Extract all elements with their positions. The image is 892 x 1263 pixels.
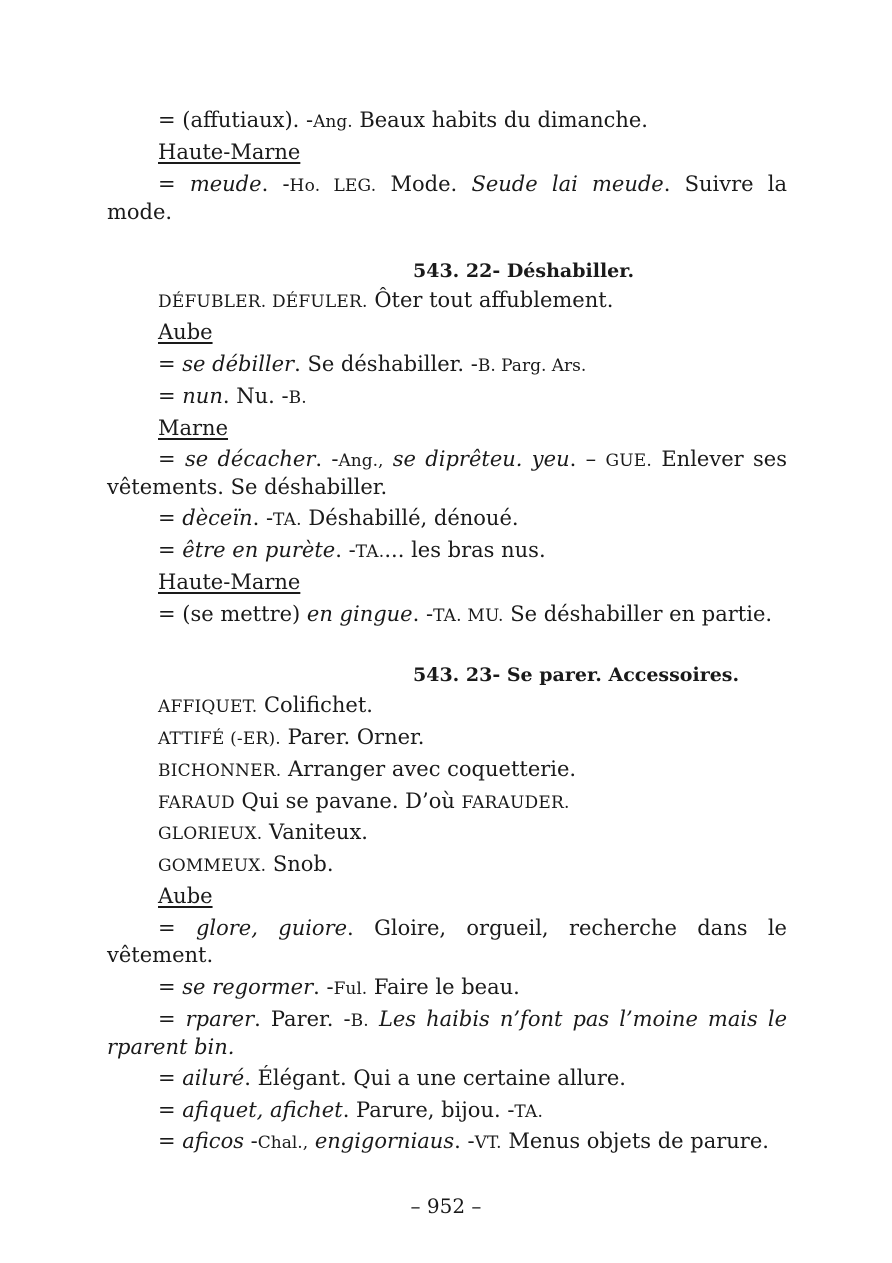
entry-se-decacher: = se décacher. -Ang., se diprêteu. yeu. – GUE. Enlever ses [158,447,787,471]
entry-affiquet: AFFIQUET. Colifichet. [158,693,373,717]
entry-etre-en-purete: = être en purète. -TA.... les bras nus. [158,538,546,562]
entry-afiquet: = afiquet, afichet. Parure, bijou. -TA. [158,1098,544,1122]
section-heading: 543. 23- Se parer. Accessoires. [413,664,740,686]
entry-glore-cont: vêtement. [107,943,214,967]
entry-aficos: = aficos -Chal., engigorniaus. -VT. Menus objets de parure. [158,1129,769,1153]
entry-en-gingue: = (se mettre) en gingue. -TA. MU. Se déshabiller en partie. [158,602,773,626]
entry-ailure: = ailuré. Élégant. Qui a une certaine allure. [158,1066,626,1090]
page-number: – 952 – [410,1194,482,1218]
entry-glore: = glore, guiore. Gloire, orgueil, recherche dans le [158,916,787,940]
entry-rparer: = rparer. Parer. -B. Les haibis n’font pas l’moine mais le [158,1007,788,1031]
entry-se-decacher-cont: vêtements. Se déshabiller. [107,475,388,499]
entry-affutiaux: = (affutiaux). -Ang. Beaux habits du dimanche. [158,108,648,132]
entry-meude-cont: mode. [107,200,173,224]
region-heading: Haute-Marne [158,140,301,164]
entry-se-debiller: = se débiller. Se déshabiller. -B. Parg. Ars. [158,352,587,376]
entry-attife: ATTIFÉ (-ER). Parer. Orner. [158,725,425,749]
entry-rparer-cont: rparent bin. [107,1035,235,1059]
entry-nun: = nun. Nu. -B. [158,384,307,408]
region-heading: Haute-Marne [158,570,301,594]
region-heading: Aube [158,884,213,908]
region-heading: Marne [158,416,229,440]
entry-gommeux: GOMMEUX. Snob. [158,852,334,876]
entry-defubler: DÉFUBLER. DÉFULER. Ôter tout affublement. [158,288,614,312]
entry-bichonner: BICHONNER. Arranger avec coquetterie. [158,757,577,781]
entry-glorieux: GLORIEUX. Vaniteux. [158,820,368,844]
entry-faraud: FARAUD Qui se pavane. D’où FARAUDER. [158,789,570,813]
entry-meude: = meude. -Ho. LEG. Mode. Seude lai meude. Suivre la [158,172,788,196]
section-heading: 543. 22- Déshabiller. [413,260,635,282]
entry-se-regormer: = se regormer. -Ful. Faire le beau. [158,975,520,999]
entry-decein: = dèceïn. -TA. Déshabillé, dénoué. [158,506,519,530]
region-heading: Aube [158,320,213,344]
